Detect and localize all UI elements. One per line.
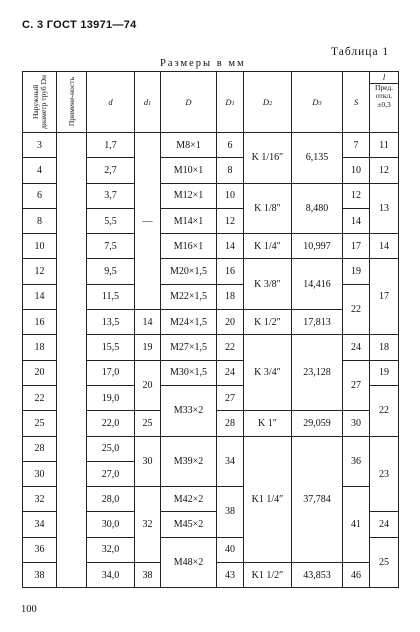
cell-D1: 20 [217, 310, 244, 335]
cell-d: 9,5 [87, 259, 135, 284]
cell-D2: K 3/8″ [244, 259, 292, 310]
cell-D: M24×1,5 [161, 310, 217, 335]
cell-S: 14 [343, 208, 370, 233]
cell-D2: K1 1/2″ [244, 563, 292, 588]
cell-dn: 8 [23, 208, 57, 233]
cell-S: 36 [343, 436, 370, 487]
cell-S: 17 [343, 234, 370, 259]
cell-D1: 24 [217, 360, 244, 385]
cell-dn: 18 [23, 335, 57, 360]
cell-l: 14 [370, 234, 399, 259]
cell-D: M39×2 [161, 436, 217, 487]
units-caption: Размеры в мм [160, 58, 246, 69]
table-label: Таблица 1 [331, 46, 390, 58]
page-number: 100 [21, 604, 37, 615]
cell-D1: 43 [217, 563, 244, 588]
col-header-D2: D2 [244, 72, 292, 133]
cell-l: 12 [370, 158, 399, 183]
cell-D: M10×1 [161, 158, 217, 183]
cell-l: 18 [370, 335, 399, 360]
cell-S: 10 [343, 158, 370, 183]
cell-d1: 30 [135, 436, 161, 487]
cell-prim [57, 133, 87, 588]
cell-dn: 22 [23, 385, 57, 410]
cell-dn: 10 [23, 234, 57, 259]
cell-d: 30,0 [87, 512, 135, 537]
cell-d: 19,0 [87, 385, 135, 410]
cell-d: 32,0 [87, 537, 135, 562]
cell-D: M14×1 [161, 208, 217, 233]
cell-l: 22 [370, 385, 399, 436]
cell-d: 15,5 [87, 335, 135, 360]
col-header-D1: D1 [217, 72, 244, 133]
cell-d: 17,0 [87, 360, 135, 385]
cell-d1: 32 [135, 487, 161, 563]
cell-D1: 10 [217, 183, 244, 208]
cell-D2: K 1/4″ [244, 234, 292, 259]
cell-dn: 38 [23, 563, 57, 588]
cell-d: 11,5 [87, 284, 135, 309]
cell-d1: 38 [135, 563, 161, 588]
cell-S: 27 [343, 360, 370, 411]
cell-D3: 29,059 [292, 411, 343, 436]
cell-D1: 14 [217, 234, 244, 259]
cell-D1: 6 [217, 133, 244, 158]
col-header-prim: Примене-ность [57, 72, 87, 133]
cell-dn: 6 [23, 183, 57, 208]
cell-d1: 19 [135, 335, 161, 360]
cell-D1: 22 [217, 335, 244, 360]
cell-S: 12 [343, 183, 370, 208]
cell-S: 24 [343, 335, 370, 360]
cell-D1: 12 [217, 208, 244, 233]
col-header-D3: D3 [292, 72, 343, 133]
cell-D: M22×1,5 [161, 284, 217, 309]
table-row [23, 133, 399, 158]
cell-S: 30 [343, 411, 370, 436]
cell-l: 17 [370, 259, 399, 335]
cell-D1: 34 [217, 436, 244, 487]
cell-D3: 14,416 [292, 259, 343, 310]
cell-d: 13,5 [87, 310, 135, 335]
cell-D: M20×1,5 [161, 259, 217, 284]
cell-D2: K1 1/4″ [244, 436, 292, 562]
col-header-S: S [343, 72, 370, 133]
cell-dn: 25 [23, 411, 57, 436]
cell-D1: 27 [217, 385, 244, 410]
cell-dn: 4 [23, 158, 57, 183]
cell-D2: K 1″ [244, 411, 292, 436]
cell-l: 25 [370, 537, 399, 588]
cell-D1: 8 [217, 158, 244, 183]
cell-S: 22 [343, 284, 370, 335]
cell-l: 23 [370, 436, 399, 512]
col-header-d: d [87, 72, 135, 133]
cell-d: 25,0 [87, 436, 135, 461]
cell-D3: 10,997 [292, 234, 343, 259]
cell-D: M48×2 [161, 537, 217, 588]
cell-D2: K 1/8″ [244, 183, 292, 234]
cell-d1: 14 [135, 310, 161, 335]
cell-D3: 23,128 [292, 335, 343, 411]
cell-dn: 3 [23, 133, 57, 158]
cell-D: M30×1,5 [161, 360, 217, 385]
cell-D3: 6,135 [292, 133, 343, 184]
cell-D: M16×1 [161, 234, 217, 259]
cell-S: 19 [343, 259, 370, 284]
cell-dn: 34 [23, 512, 57, 537]
col-header-d1: d1 [135, 72, 161, 133]
cell-d1: — [135, 133, 161, 310]
cell-dn: 32 [23, 487, 57, 512]
cell-D3: 8,480 [292, 183, 343, 234]
cell-D1: 28 [217, 411, 244, 436]
cell-dn: 36 [23, 537, 57, 562]
cell-S: 7 [343, 133, 370, 158]
cell-D: M45×2 [161, 512, 217, 537]
cell-d: 34,0 [87, 563, 135, 588]
cell-D: M42×2 [161, 487, 217, 512]
cell-l: 19 [370, 360, 399, 385]
cell-dn: 12 [23, 259, 57, 284]
cell-dn: 30 [23, 461, 57, 486]
cell-d1: 25 [135, 411, 161, 436]
cell-D1: 18 [217, 284, 244, 309]
cell-D3: 17,813 [292, 310, 343, 335]
table-header-row [23, 72, 399, 133]
cell-D1: 40 [217, 537, 244, 562]
cell-d: 1,7 [87, 133, 135, 158]
cell-S: 41 [343, 487, 370, 563]
cell-S: 46 [343, 563, 370, 588]
cell-dn: 20 [23, 360, 57, 385]
cell-D1: 38 [217, 487, 244, 538]
cell-D: M12×1 [161, 183, 217, 208]
cell-D: M27×1,5 [161, 335, 217, 360]
cell-D: M33×2 [161, 385, 217, 436]
col-header-D: D [161, 72, 217, 133]
cell-D3: 43,853 [292, 563, 343, 588]
cell-d: 27,0 [87, 461, 135, 486]
cell-l: 24 [370, 512, 399, 537]
cell-l: 13 [370, 183, 399, 234]
cell-D3: 37,784 [292, 436, 343, 562]
col-header-l: l Пред. откл. ±0,3 [370, 72, 399, 133]
cell-d: 22,0 [87, 411, 135, 436]
cell-D1: 16 [217, 259, 244, 284]
cell-D2: K 1/2″ [244, 310, 292, 335]
cell-D2: K 1/16″ [244, 133, 292, 184]
dimensions-table [22, 71, 399, 588]
cell-dn: 14 [23, 284, 57, 309]
cell-dn: 28 [23, 436, 57, 461]
cell-d1: 20 [135, 360, 161, 411]
cell-D: M8×1 [161, 133, 217, 158]
cell-l: 11 [370, 133, 399, 158]
cell-d: 28,0 [87, 487, 135, 512]
cell-D2: K 3/4″ [244, 335, 292, 411]
col-header-dn: Наружный диаметр труб Dн [23, 72, 57, 133]
cell-d: 3,7 [87, 183, 135, 208]
cell-dn: 16 [23, 310, 57, 335]
cell-d: 2,7 [87, 158, 135, 183]
cell-d: 5,5 [87, 208, 135, 233]
page-header: С. 3 ГОСТ 13971—74 [22, 19, 137, 31]
cell-d: 7,5 [87, 234, 135, 259]
